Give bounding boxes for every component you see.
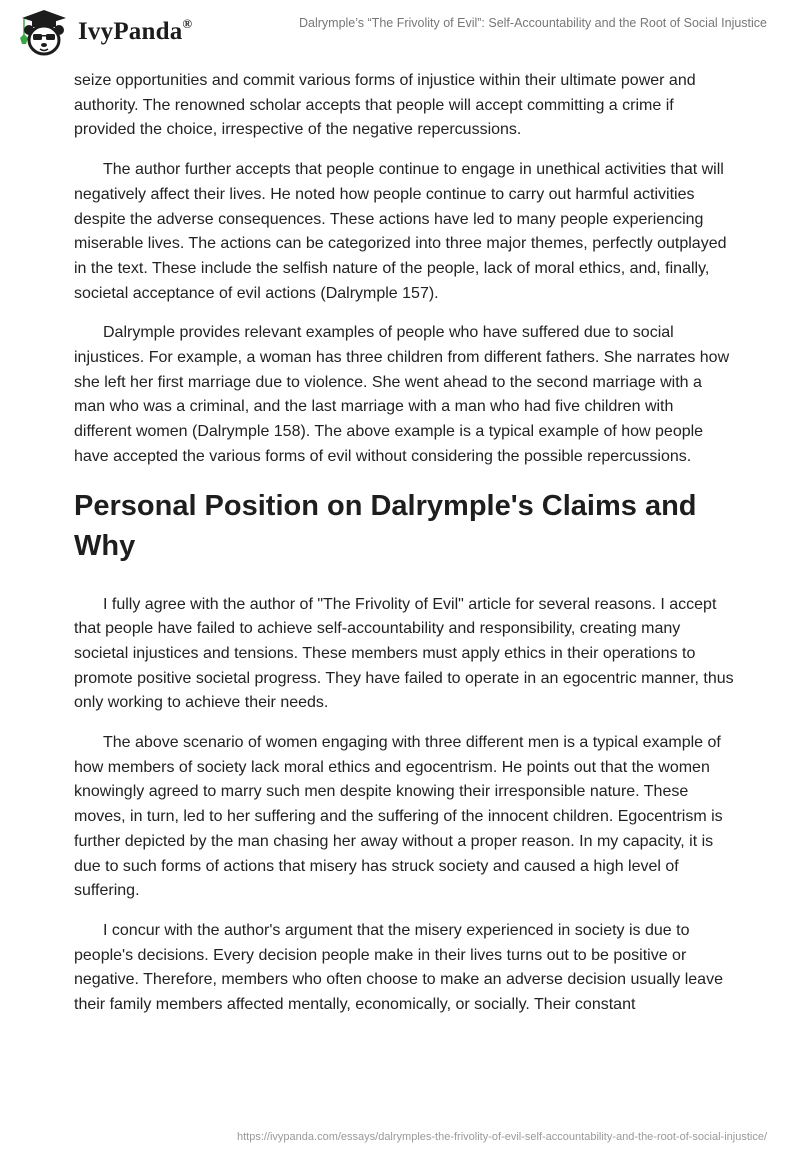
section-heading: Personal Position on Dalrymple's Claims and Why	[74, 489, 697, 562]
header	[0, 0, 800, 62]
ivypanda-logo[interactable]	[14, 8, 192, 56]
paragraph: Dalrymple provides relevant examples of people who have suffered due to social injustices. For example, a woman has three children from different fathers. She narrates how she left her first marriage due to violence. She went ahead to the second marriage with a man who was a criminal, and the last marriage with a man who had five children with different women (Dalrymple 158). The above example is a typical example of how people have accepted the various forms of evil without considering the possible repercussions.	[74, 324, 730, 465]
paragraph: I fully agree with the author of "The Frivolity of Evil" article for several reasons. I accept that people have failed to achieve self-accountability and responsibility, creating many societal injustices and tensions. These members must apply ethics in their operations to promote positive societal progress. They have failed to operate in an egocentric manner, thus only working to achieve their needs.	[74, 595, 734, 712]
document-title: Dalrymple’s “The Frivolity of Evil”: Self-Accountability and the Root of Social Injustice	[298, 16, 767, 30]
paragraph: I concur with the author's argument that the misery experienced in society is due to people's decisions. Every decision people make in their lives turns out to be positive or negative. Therefore, members who often choose to make an adverse decision usually leave their family members affected mentally, economically, or socially. Their constant	[74, 921, 723, 1014]
paragraph: seize opportunities and commit various forms of injustice within their ultimate power and authority. The renowned scholar accepts that people will accept committing a crime if provided the choice, irrespective of the negative repercussions.	[74, 72, 696, 139]
essay-body	[74, 69, 734, 1033]
paragraph: The above scenario of women engaging with three different men is a typical example of how members of society lack moral ethics and egocentrism. He points out that the women knowingly agreed to marry such men despite knowing their irresponsible nature. These moves, in turn, led to her suffering and the suffering of the innocent children. Egocentrism is further depicted by the man chasing her away without a proper reason. In my capacity, it is due to such forms of actions that misery has struck society and caused a high level of suffering.	[74, 734, 723, 900]
brand-name: IvyPanda®	[78, 16, 193, 45]
paragraph: The author further accepts that people continue to engage in unethical activities that will negatively affect their lives. He noted how people continue to carry out harmful activities despite the adverse consequences. These actions have led to many people experiencing miserable lives. The actions can be categorized into three major themes, perfectly outplayed in the text. These include the selfish nature of the people, lack of moral ethics, and, finally, societal acceptance of evil actions (Dalrymple 157).	[74, 161, 727, 302]
panda-graduate-icon	[14, 8, 70, 56]
source-url[interactable]: https://ivypanda.com/essays/dalrymples-the-frivolity-of-evil-self-accountability-and-the-root-of-social-injustice/	[236, 1131, 767, 1143]
